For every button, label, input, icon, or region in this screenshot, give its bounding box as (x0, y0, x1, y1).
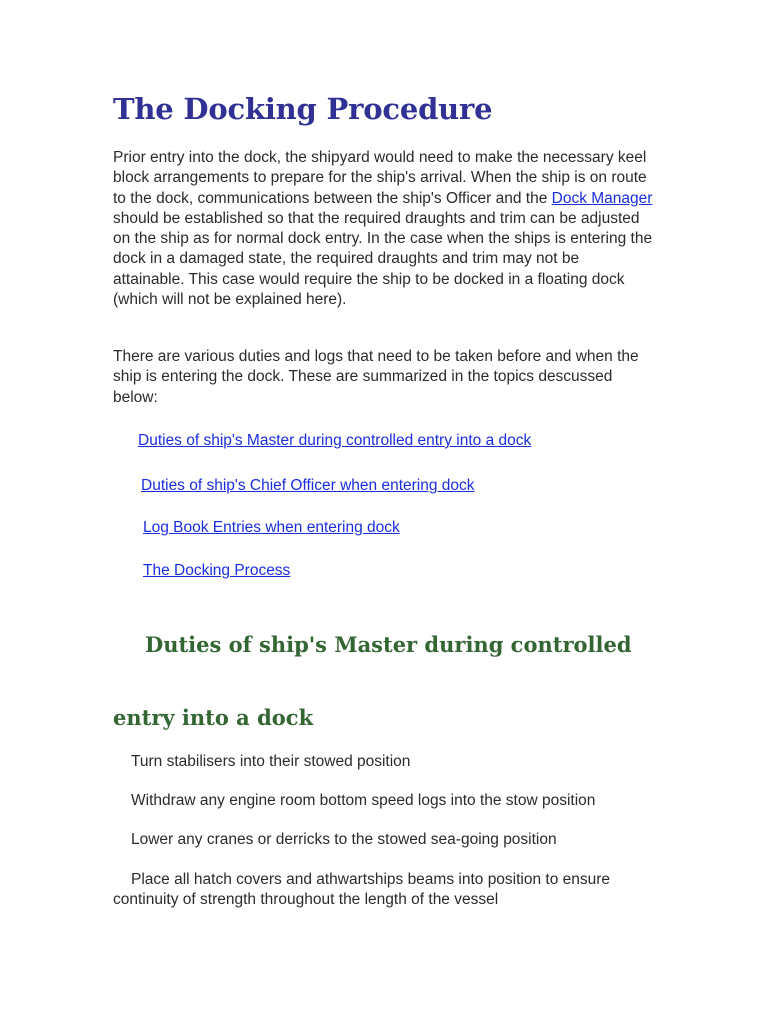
page-title: The Docking Procedure (113, 92, 493, 126)
toc-link-chief-officer-duties[interactable]: Duties of ship's Chief Officer when entering dock (141, 477, 475, 494)
section-heading-line-2: entry into a dock (113, 705, 314, 730)
dock-manager-link[interactable]: Dock Manager (551, 189, 653, 207)
intro-text-before-link: Prior entry into the dock, the shipyard would need to make the necessary keel block arrangements to prepare for the ship's arrival. When the ship is on route to the dock, communications between the ship's Officer and the (113, 149, 647, 207)
toc-link-log-book-entries[interactable]: Log Book Entries when entering dock (143, 519, 400, 536)
intro-text-after-link: should be established so that the required draughts and trim can be adjusted on the ship as for normal dock entry. In the case when the ships is entering the dock in a damaged state, the required draughts and trim may not be attainable. This case would require the ship to be docked in a floating dock (which will not be explained here). (113, 209, 653, 309)
duty-item: Lower any cranes or derricks to the stowed sea-going position (131, 831, 557, 848)
duty-item: Withdraw any engine room bottom speed logs into the stow position (131, 792, 596, 809)
toc-link-master-duties[interactable]: Duties of ship's Master during controlled entry into a dock (138, 432, 532, 449)
duty-item: Place all hatch covers and athwartships beams into position to ensure continuity of strength throughout the length of the vessel (113, 871, 611, 909)
summary-paragraph: There are various duties and logs that need to be taken before and when the ship is entering the dock. These are summarized in the topics descussed below: (113, 348, 639, 406)
section-heading-line-1: Duties of ship's Master during controlled (145, 632, 632, 657)
intro-paragraph (113, 148, 653, 310)
toc-link-docking-process[interactable]: The Docking Process (143, 562, 291, 579)
duty-item: Turn stabilisers into their stowed position (131, 753, 411, 770)
